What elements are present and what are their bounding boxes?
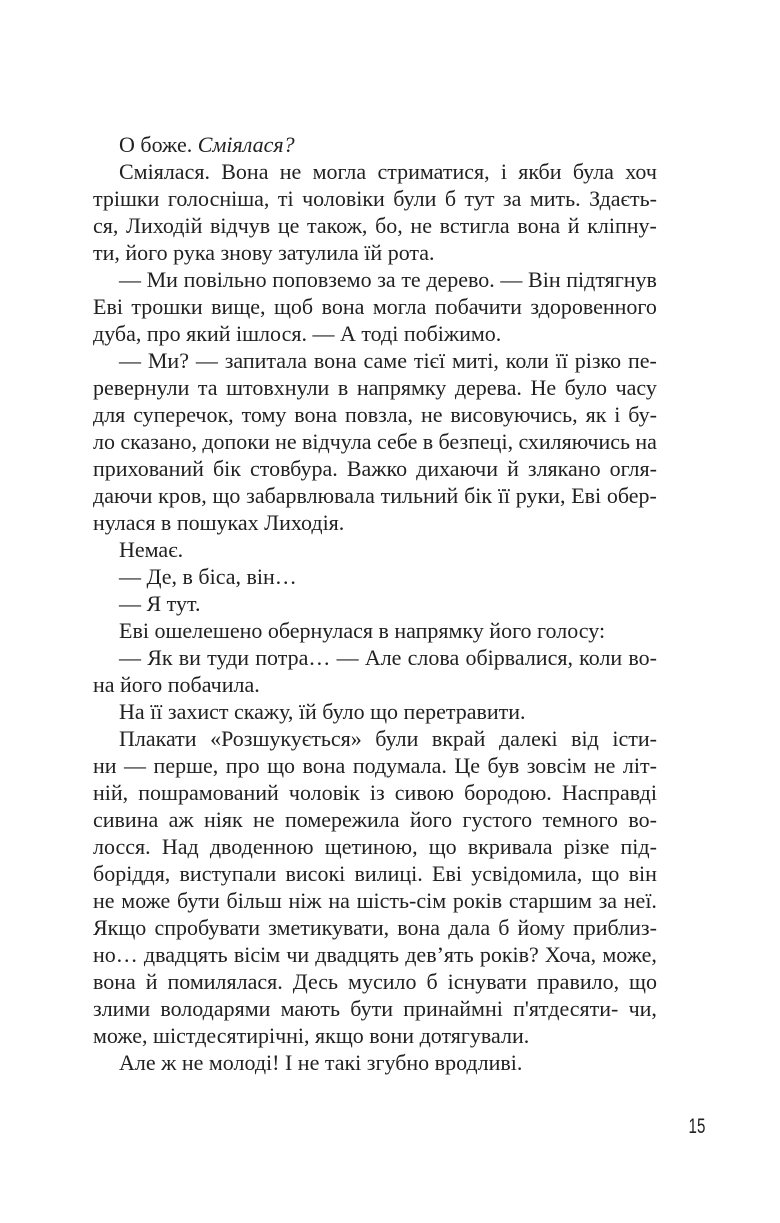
text-line: на його побачила.	[93, 672, 260, 697]
text-line: прихований бік стовбура. Важко дихаючи й злякано огля-	[93, 456, 657, 481]
paragraph	[93, 1049, 657, 1076]
text-line: — Де, в біса, він…	[119, 564, 297, 589]
paragraph	[93, 131, 657, 158]
text-line: — Ми повільно поповземо за те дерево. — Він підтягнув	[119, 267, 657, 292]
text-line: ревернули та штовхнули в напрямку дерева. Не було часу	[93, 375, 657, 400]
text-block	[93, 131, 657, 1076]
text-line: не може бути більш ніж на шість-сім років старшим за неї.	[93, 888, 657, 913]
text-line: но… двадцять вісім чи двадцять дев’ять років? Хоча, може,	[93, 942, 657, 967]
text-line: Плакати «Розшукується» були вкрай далекі від істи-	[119, 726, 657, 751]
text-line: сивина аж ніяк не помережила його густого темного во-	[93, 807, 657, 832]
text-line: ній, пошрамований чоловік із сивою бородою. Насправді	[93, 780, 657, 805]
paragraph	[93, 266, 657, 347]
text-line: Але ж не молоді! І не такі згубно вродливі.	[119, 1050, 523, 1075]
text-line: Немає.	[119, 537, 184, 562]
text-line: даючи кров, що забарвлювала тильний бік її руки, Еві обер-	[93, 483, 657, 508]
text-line: злими володарями мають бути принаймні п'ятдесяти- чи,	[93, 996, 657, 1021]
paragraph	[93, 347, 657, 536]
text-line: Сміялася. Вона не могла стриматися, і якби була хоч	[119, 159, 657, 184]
text-line: дуба, про який ішлося. — А тоді побіжимо.	[93, 321, 502, 346]
text-line: — Як ви туди потра… — Але слова обірвалися, коли во-	[119, 645, 657, 670]
text-line: вона й помилялася. Десь мусило б існувати правило, що	[93, 969, 657, 994]
text-line: лосся. Над дводенною щетиною, що вкривала різке під-	[93, 834, 657, 859]
paragraph	[93, 725, 657, 1049]
text-line: боріддя, виступали високі вилиці. Еві усвідомила, що він	[93, 861, 657, 886]
text-line: На її захист скажу, їй було що перетравити.	[119, 699, 526, 724]
text-line: — Ми? — запитала вона саме тієї миті, коли її різко пе-	[119, 348, 657, 373]
text-line: — Я тут.	[119, 591, 201, 616]
text-line: нулася в пошуках Лиходія.	[93, 510, 345, 535]
text-line: трішки голосніша, ті чоловіки були б тут за мить. Здаєть-	[93, 186, 657, 211]
text-line: Еві ошелешено обернулася в напрямку його голосу:	[119, 618, 606, 643]
text-line: може, шістдесятирічні, якщо вони дотягували.	[93, 1023, 530, 1048]
paragraph	[93, 617, 657, 644]
text-line: ся, Лиходій відчув це також, бо, не встигла вона й кліпну-	[93, 213, 657, 238]
text-line: Еві трошки вище, щоб вона могла побачити здоровенного	[93, 294, 657, 319]
text-line: ни — перше, про що вона подумала. Це був зовсім не літ-	[93, 753, 657, 778]
text-line: ти, його рука знову затулила їй рота.	[93, 240, 435, 265]
paragraph	[93, 536, 657, 563]
paragraph	[93, 158, 657, 266]
paragraph	[93, 563, 657, 590]
text-line: О боже. Сміялася?	[119, 132, 295, 157]
paragraph	[93, 698, 657, 725]
text-line: Якщо спробувати зметикувати, вона дала б йому приблиз-	[93, 915, 657, 940]
page-number: 15	[688, 1115, 705, 1138]
paragraph	[93, 590, 657, 617]
text-line: ло сказано, допоки не відчула себе в безпеці, схиляючись на	[93, 429, 657, 454]
paragraph	[93, 644, 657, 698]
text-line: для суперечок, тому вона повзла, не висовуючись, як і бу-	[93, 402, 657, 427]
